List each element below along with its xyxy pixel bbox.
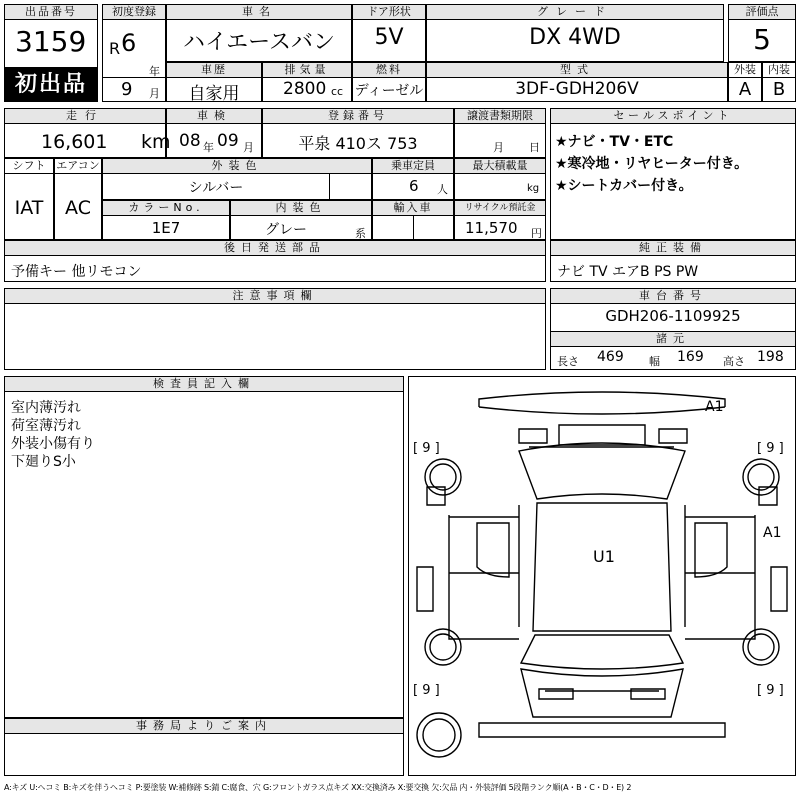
lot-number-label: 出品番号 [4,4,98,20]
capacity-label: 乗車定員 [372,158,454,174]
max-load-unit: kg [527,183,540,194]
score-label: 評価点 [728,4,796,20]
sales-points-box [550,108,796,240]
displacement-label: 排気量 [262,62,352,78]
fuel: ディーゼル [354,83,424,99]
inspector-box [4,376,404,718]
chassis-label: 車台番号 [550,288,796,304]
damage-mark-right-side: A1 [763,525,782,541]
inspector-note: 荷室薄汚れ [11,418,81,434]
shift-box [4,158,54,240]
inspection-month-unit: 月 [243,141,254,154]
era: R [109,39,121,58]
interior-color-box [230,200,372,240]
recycle-unit: 円 [531,227,542,240]
inspection-box [166,108,262,158]
office-box [4,718,404,776]
interior-grade-label: 内装 [762,62,796,78]
registration-number-label: 登録番号 [262,108,454,124]
tire-tread-rear-right: [ 9 ] [757,683,784,698]
damage-mark-front-right: A1 [705,399,724,415]
chassis-number: GDH206-1109925 [605,307,741,325]
ac-box [54,158,102,240]
chassis-box [550,288,796,370]
ac-label: エアコン [54,158,102,174]
score: 5 [753,23,771,56]
year-unit: 年 [149,65,160,78]
tire-tread-front-right: [ 9 ] [757,441,784,456]
car-name: ハイエースバン [182,30,336,55]
office-label: 事務局よりご案内 [4,718,404,734]
first-registration-label: 初度登録 [102,4,166,20]
later-parts-label: 後日発送部品 [4,240,546,256]
exterior-grade: A [738,79,752,100]
transfer-day-unit: 日 [529,141,540,154]
equipment-label: 純正装備 [550,240,796,256]
exterior-grade-label: 外装 [728,62,762,78]
score-box [728,4,796,62]
ac: AC [65,197,91,219]
exterior-color-box [102,158,372,200]
first-listing-badge: 初出品 [4,68,98,102]
car-name-label: 車名 [166,4,352,20]
max-load-box [454,158,546,200]
inspection-month: 09 [217,131,239,151]
length-label: 長さ [557,355,579,368]
registration-number: 平泉 410ス 753 [298,134,418,153]
legend: A:キズ U:ヘコミ B:キズを伴うヘコミ P:要塗装 W:補修跡 S:錆 C:腐食、穴 G:フロントガラス点キズ XX:交換済み X:要交換 欠:欠品 内・外装評価 5段階ランク順(A・B・C・D・E) 2 [4,783,632,792]
length: 469 [597,349,624,365]
month-unit: 月 [149,87,160,100]
vehicle-diagram [408,376,796,776]
max-load-label: 最大積載量 [454,158,546,174]
inspection-year: 08 [179,131,201,151]
car-name-box [166,4,352,62]
grade-label: グレード [426,4,724,20]
mileage-unit: km [141,131,171,153]
exterior-grade-box [728,62,762,102]
inspection-label: 車検 [166,108,262,124]
import-label: 輸入車 [372,200,454,216]
interior-color-unit: 系 [355,227,366,240]
model: 3DF-GDH206V [515,79,639,99]
fuel-box [352,62,426,102]
capacity-box [372,158,454,200]
sales-point-item: ★シートカバー付き。 [555,178,693,194]
interior-grade-box [762,62,796,102]
door-label: ドア形状 [352,4,426,20]
grade: DX 4WD [529,25,621,50]
model-box [426,62,728,102]
lot-number: 3159 [15,25,87,58]
displacement: 2800 [283,79,327,99]
history: 自家用 [188,84,240,104]
width: 169 [677,349,704,365]
recycle-label: リサイクル預託金 [454,200,546,216]
sales-points-label: セールスポイント [550,108,796,124]
transfer-deadline-box [454,108,546,158]
transfer-month-unit: 月 [493,141,504,154]
color-number-label: カラーNo. [102,200,230,216]
later-parts: 予備キー 他リモコン [11,264,142,280]
history-box [166,62,262,102]
transfer-deadline-label: 譲渡書類期限 [454,108,546,124]
import-box [372,200,454,240]
height-label: 高さ [723,355,745,368]
exterior-color-label: 外装色 [102,158,372,174]
mileage-box [4,108,171,158]
registration-number-box [262,108,454,158]
inspector-note: 外装小傷有り [11,436,95,452]
grade-box [426,4,724,62]
damage-mark-roof: U1 [593,547,615,566]
later-parts-box [4,240,546,282]
vehicle-outline [409,377,795,775]
width-label: 幅 [649,355,660,368]
door-type: 5V [374,25,404,50]
equipment-box [550,240,796,282]
displacement-box [262,62,352,102]
notes-label: 注意事項欄 [4,288,546,304]
interior-color: グレー [265,222,307,238]
inspection-year-unit: 年 [203,141,214,154]
sales-point-item: ★ナビ・TV・ETC [555,134,674,150]
mileage: 16,601 [41,131,108,153]
sales-point-item: ★寒冷地・リヤヒーター付き。 [555,156,749,172]
fuel-label: 燃料 [352,62,426,78]
first-reg-month: 9 [121,79,133,100]
shift: IAT [14,197,44,219]
capacity-unit: 人 [437,183,448,196]
model-label: 型式 [426,62,728,78]
color-number: 1E7 [151,219,181,237]
capacity: 6 [409,177,419,195]
notes-box [4,288,546,370]
lot-number-box [4,4,98,68]
first-reg-year: 6 [121,29,137,57]
dimensions-label: 諸元 [550,331,796,347]
mileage-label: 走行 [4,108,166,124]
displacement-unit: cc [331,85,344,98]
inspector-label: 検査員記入欄 [4,376,404,392]
height: 198 [757,349,784,365]
first-registration-box [102,4,166,102]
tire-tread-front-left: [ 9 ] [413,441,440,456]
door-box [352,4,426,62]
history-label: 車歴 [166,62,262,78]
inspector-note: 室内薄汚れ [11,400,81,416]
recycle-box [454,200,546,240]
equipment: ナビ TV エアB PS PW [557,264,699,280]
exterior-color: シルバー [188,180,244,196]
recycle-deposit: 11,570 [465,219,518,237]
inspector-note: 下廻りS小 [11,454,76,470]
shift-label: シフト [4,158,54,174]
color-number-box [102,200,230,240]
interior-grade: B [772,79,786,100]
interior-color-label: 内装色 [230,200,372,216]
tire-tread-rear-left: [ 9 ] [413,683,440,698]
